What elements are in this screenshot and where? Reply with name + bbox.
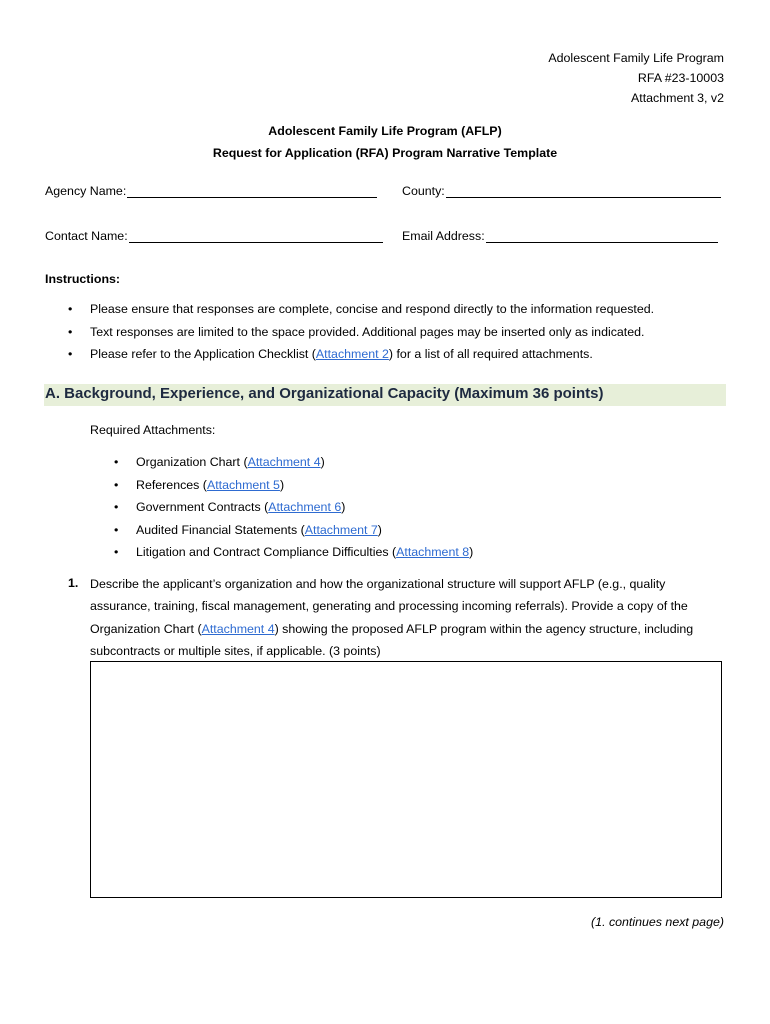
attachment-text: References ( [136,477,207,492]
list-item [114,474,473,497]
agency-name-input-line[interactable] [127,184,377,198]
attachment-6-link[interactable]: Attachment 6 [268,500,342,515]
section-a-title: A. Background, Experience, and Organizational Capacity (Maximum 36 points) [45,385,604,402]
email-label: Email Address: [402,229,485,243]
attachment-7-link[interactable]: Attachment 7 [304,522,378,537]
email-input-line[interactable] [486,229,718,243]
list-item [68,321,654,344]
page-header [548,48,724,108]
list-item [114,519,473,542]
contact-name-input-line[interactable] [129,229,383,243]
question-1-text [90,573,726,662]
document-subtitle: Request for Application (RFA) Program Narrative Template [212,146,558,160]
list-item [114,541,473,564]
attachment-4-link[interactable]: Attachment 4 [201,621,275,636]
attachment-2-link[interactable]: Attachment 2 [315,347,389,362]
question-1-text-part: Describe the applicant’s organization and how the organizational structure will support AFLP (e.g., quality assurance, training, fiscal management, generating and processing incoming referrals). Provide a copy of the Organization Chart ( [90,577,688,636]
attachment-text: ) [341,500,346,515]
agency-name-label: Agency Name: [45,184,127,198]
instructions-list [68,298,654,366]
attachment-text: Government Contracts ( [136,500,269,515]
attachment-4-link[interactable]: Attachment 4 [247,455,321,469]
instructions-heading: Instructions: [45,272,121,286]
contact-name-label: Contact Name: [45,229,128,243]
document-title: Adolescent Family Life Program (AFLP) [268,124,502,138]
header-attachment-number: Attachment 3, v2 [631,91,724,105]
question-1-number: 1. [68,576,79,590]
email-field [402,229,718,243]
instruction-text: Text responses are limited to the space provided. Additional pages may be inserted only as indicated. [90,324,645,339]
instruction-text: Please ensure that responses are complete, concise and respond directly to the information requested. [90,302,655,316]
attachment-8-link[interactable]: Attachment 8 [396,545,470,560]
list-item [68,298,654,321]
attachment-text: ) [279,477,285,492]
instruction-text: ) for a list of all required attachments. [388,347,593,362]
attachment-text: Organization Chart ( [136,455,248,469]
attachment-text: ) [320,455,325,469]
list-item [114,496,473,519]
list-item [114,451,473,474]
required-attachments-label: Required Attachments: [90,423,216,437]
county-field [402,184,721,198]
attachment-text: ) [469,545,474,560]
attachment-text: Litigation and Contract Compliance Difficulties ( [136,545,397,560]
attachment-text: Audited Financial Statements ( [136,522,305,537]
continues-note: (1. continues next page) [591,915,724,929]
attachment-text: ) [377,522,382,537]
header-rfa-number: RFA #23-10003 [637,71,724,85]
header-program-name: Adolescent Family Life Program [548,51,724,65]
contact-name-field [45,229,383,243]
attachment-5-link[interactable]: Attachment 5 [206,477,280,492]
question-1-response-box[interactable] [90,661,722,898]
required-attachments-list [114,451,473,564]
county-input-line[interactable] [446,184,721,198]
agency-name-field [45,184,377,198]
question-1-text-part: ) showing the proposed AFLP program within the agency structure, including subcontracts or multiple sites, if applicable. (3 points) [90,621,694,658]
instruction-text: Please refer to the Application Checklist ( [90,347,316,362]
list-item [68,343,654,366]
county-label: County: [402,184,445,198]
